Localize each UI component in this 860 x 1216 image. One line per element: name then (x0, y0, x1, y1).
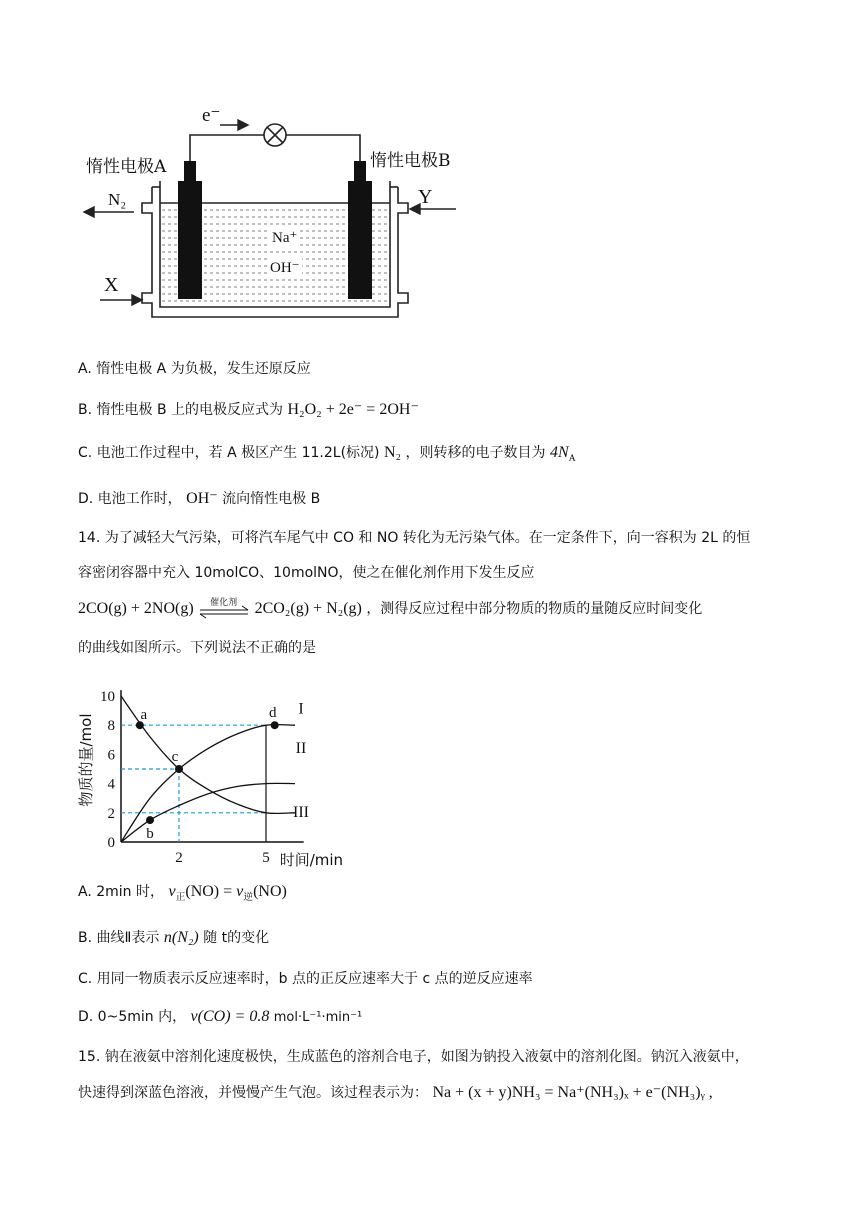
y-label: Y (418, 186, 433, 208)
q14-stem-line4: 的曲线如图所示。下列说法不正确的是 (78, 640, 316, 656)
x-tick-label: 2 (175, 850, 183, 866)
fuel-cell-diagram (70, 95, 490, 330)
q15-stem-line1: 15. 钠在液氨中溶剂化速度极快，生成蓝色的溶剂合电子，如图为钠投入液氨中的溶剂化图。钠沉入液氨中， (78, 1049, 749, 1065)
q13-option-c-value: 4N (550, 444, 569, 461)
curve-label-II: II (295, 739, 307, 757)
na-ion-label: Na⁺ (272, 230, 298, 246)
x-tick-label: 5 (262, 850, 270, 866)
q13-option-c-middle: ，则转移的电子数目为 (405, 445, 546, 461)
q13-option-b (78, 400, 419, 420)
reaction-arrow (198, 599, 250, 619)
amount-vs-time-chart (75, 675, 365, 870)
electrode-b-label: 惰性电极B (370, 151, 451, 171)
q14-reaction-line (78, 599, 702, 619)
q13-option-b-text: B. 惰性电极 B 上的电极反应式为 (78, 402, 284, 418)
q14-option-a-sub-reverse: 逆 (243, 891, 254, 903)
q14-option-b (78, 928, 269, 948)
q14-stem-line2: 容密闭容器中充入 10molCO、10molNO，使之在催化剂作用下发生反应 (78, 565, 535, 581)
point-label-d: d (268, 705, 277, 722)
oh-ion-label: OH⁻ (270, 260, 300, 276)
curve-label-III: III (293, 804, 309, 822)
reaction-right: 2CO₂(g) + N₂(g) (254, 600, 362, 617)
point-label-a: a (140, 707, 148, 724)
q14-option-a-sub-forward: 正 (175, 891, 186, 903)
q13-option-c (78, 443, 576, 469)
q13-option-d-text: D. 电池工作时， (78, 491, 182, 507)
q14-option-c: C. 用同一物质表示反应速率时，b 点的正反应速率大于 c 点的逆反应速率 (78, 971, 533, 987)
y-axis-label: 物质的量/mol (77, 713, 95, 807)
q14-option-b-text: B. 曲线Ⅱ表示 (78, 930, 160, 946)
q13-option-c-n2: N₂ (383, 444, 402, 461)
q15-stem-line2 (78, 1083, 713, 1103)
q14-option-d (78, 1007, 362, 1028)
q14-option-a-text: A. 2min 时， (78, 884, 164, 900)
y-tick-label: 6 (107, 747, 115, 764)
q13-option-c-text: C. 电池工作过程中，若 A 极区产生 11.2L(标况) (78, 445, 380, 461)
x-label: X (104, 274, 119, 296)
q14-option-b-suffix: 随 t的变化 (203, 930, 270, 946)
q13-option-d (78, 489, 320, 509)
q14-option-b-formula: n(N₂) (163, 929, 199, 946)
equilibrium-arrow-icon (198, 601, 250, 621)
q15-stem-line2-text: 快速得到深蓝色溶液，并慢慢产生气泡。该过程表示为： (78, 1085, 428, 1101)
q15-formula: Na + (x + y)NH₃ = Na⁺(NH₃)ₓ + e⁻(NH₃)ᵧ , (432, 1084, 713, 1101)
point-label-b: b (146, 826, 154, 843)
q14-option-d-text: D. 0~5min 内， (78, 1009, 187, 1025)
curve-label-I: I (298, 700, 304, 718)
y-tick-label: 4 (107, 776, 115, 793)
q14-option-a (78, 882, 287, 908)
electron-label: e⁻ (202, 105, 221, 126)
q14-option-d-unit: mol·L⁻¹·min⁻¹ (273, 1010, 363, 1025)
q13-option-d-ion: OH⁻ (186, 490, 218, 507)
q14-option-a-mid: (NO) = (185, 883, 237, 900)
y-tick-label: 10 (100, 689, 115, 705)
q14-option-a-v-reverse: v (236, 883, 244, 900)
n2-label: N₂ (108, 190, 127, 209)
q14-stem-line1: 14. 为了减轻大气污染，可将汽车尾气中 CO 和 NO 转化为无污染气体。在一定条件下，向一容积为 2L 的恒 (78, 530, 751, 546)
q14-option-a-v-forward: v (168, 883, 176, 900)
q13-option-d-suffix: 流向惰性电极 B (222, 491, 321, 507)
x-axis-label: 时间/min (279, 851, 344, 869)
q13-option-a: A. 惰性电极 A 为负极，发生还原反应 (78, 361, 311, 377)
y-tick-label: 8 (107, 718, 115, 735)
q13-option-b-formula: H₂O₂ + 2e⁻ = 2OH⁻ (287, 401, 419, 418)
point-label-c: c (171, 749, 179, 765)
q14-stem-line3: ，测得反应过程中部分物质的物质的量随反应时间变化 (366, 601, 703, 617)
y-tick-label: 2 (107, 805, 115, 822)
catalyst-label: 催化剂 (210, 598, 238, 608)
electrode-a-label: 惰性电极A (86, 157, 167, 177)
point-c (175, 765, 183, 773)
reaction-left: 2CO(g) + 2NO(g) (78, 600, 194, 617)
q14-option-a-end: (NO) (253, 883, 287, 900)
q14-option-d-formula: v(CO) = 0.8 (190, 1008, 270, 1025)
q13-option-c-value-sub: A (568, 452, 576, 464)
point-b (146, 816, 154, 824)
y-tick-label: 0 (107, 835, 115, 851)
point-d (271, 721, 279, 729)
